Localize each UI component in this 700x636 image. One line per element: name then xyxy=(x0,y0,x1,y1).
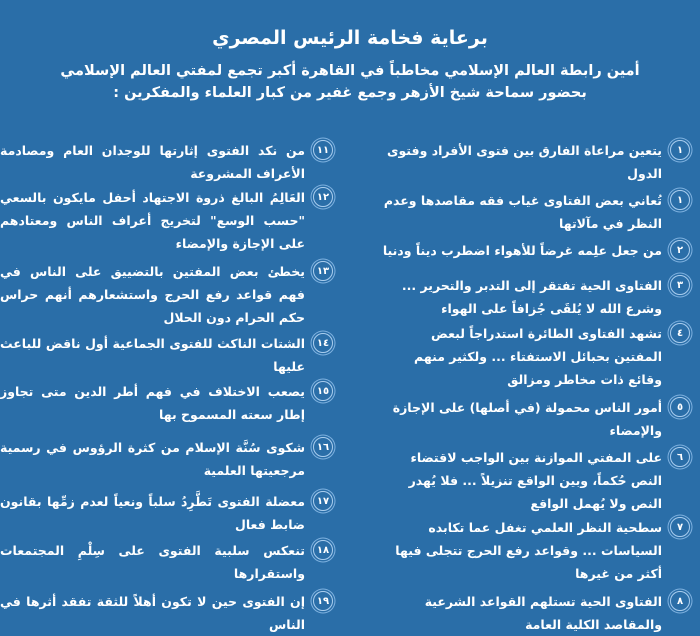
item-text: معضلة الفتوى تَطَّرِدُ سلباً ونعياً لعدم زمِّها بقانون ضابط فعال xyxy=(0,494,305,532)
item-text: من جعل علِمه غرضاً للأهواء اضطرب ديناً ودنيا xyxy=(382,243,662,258)
item-text: الشتات الناكث للفتوى الجماعية أول ناقض للباعث عليها xyxy=(0,336,305,374)
number-circle-icon: ٤ xyxy=(670,323,690,343)
number-circle-icon: ١ xyxy=(670,140,690,160)
item-text: الفتاوى الحية تستلهم القواعد الشرعية والمقاصد الكلية العامة xyxy=(424,594,662,632)
list-item xyxy=(380,516,700,585)
item-text: تنعكس سلبية الفتوى على سِلْمِ المجتمعات واستقرارها xyxy=(0,543,305,581)
item-text: تُعاني بعض الفتاوى غياب فقه مقاصدها وعدم النظر في مآلاتها xyxy=(383,193,662,231)
item-text: يتعين مراعاة الفارق بين فتوى الأفراد وفتوى الدول xyxy=(387,143,662,181)
list-item xyxy=(0,539,345,585)
number-circle-icon: ١٧ xyxy=(313,491,333,511)
item-text: يخطئ بعض المفتين بالتضييق على الناس في فهم قواعد رفع الحرج واستشعارهم أنهم حراس حكم الحرام دون الحلال xyxy=(0,264,305,325)
number-circle-icon: ١٩ xyxy=(313,591,333,611)
item-text: تشهد الفتاوى الطائرة استدراجاً لبعض المفتين بحبائل الاستفتاء ... ولكثير منهم وقائع ذات مخاطر ومزالق xyxy=(414,326,662,387)
item-text: الفتاوى الحية تفتقر إلى التدبر والتحرير ... وشرع الله لا يُلقَى جُزافاً على الهواء xyxy=(401,278,662,316)
subtitle-line-1: أمين رابطة العالم الإسلامي مخاطباً في القاهرة أكبر تجمع لمفتي العالم الإسلامي xyxy=(60,63,640,79)
list-item xyxy=(0,436,345,482)
list-item xyxy=(0,332,345,378)
number-circle-icon: ٣ xyxy=(670,275,690,295)
item-text: إن الفتوى حين لا تكون أهلاً للثقة تفقد أثرها في الناس xyxy=(0,594,305,632)
number-circle-icon: ١٦ xyxy=(313,437,333,457)
list-item xyxy=(380,396,700,442)
list-item xyxy=(380,239,700,262)
number-circle-icon: ١٥ xyxy=(313,381,333,401)
list-item xyxy=(380,590,700,636)
list-item xyxy=(380,446,700,515)
item-text: يصعب الاختلاف في فهم أطر الدين متى تجاوز إطار سعته المسموح بها xyxy=(0,384,305,422)
number-circle-icon: ٥ xyxy=(670,397,690,417)
list-item xyxy=(380,274,700,320)
item-text: من نكد الفتوى إثارتها للوجدان العام ومصادمة الأعراف المشروعة xyxy=(0,143,305,181)
list-item xyxy=(0,590,345,636)
subtitle-line-2: بحضور سماحة شيخ الأزهر وجمع غفير من كبار العلماء والمفكرين : xyxy=(113,85,587,101)
page-subtitle xyxy=(40,60,660,104)
number-circle-icon: ١٤ xyxy=(313,333,333,353)
list-item xyxy=(380,322,700,391)
number-circle-icon: ٨ xyxy=(670,591,690,611)
number-circle-icon: ١١ xyxy=(313,140,333,160)
list-item xyxy=(380,139,700,185)
item-text: أمور الناس محمولة (في أصلها) على الإجازة والإمضاء xyxy=(392,400,662,438)
list-item xyxy=(0,490,345,536)
list-item xyxy=(0,260,345,329)
number-circle-icon: ٧ xyxy=(670,517,690,537)
number-circle-icon: ٦ xyxy=(670,447,690,467)
list-item xyxy=(0,186,345,255)
item-text: العَالِمُ البالغ ذروة الاجتهاد أحفل مايكون بالسعي "حسب الوسع" لتخريج أعراف الناس ومعتادهم على الإجازة والإمضاء xyxy=(0,190,305,251)
item-text: شكوى سُنَّة الإسلام من كثرة الرؤوس في رسمية مرجعيتها العلمية xyxy=(0,440,305,478)
number-circle-icon: ١٣ xyxy=(313,261,333,281)
number-circle-icon: ١٨ xyxy=(313,540,333,560)
page-title: برعاية فخامة الرئيس المصري xyxy=(212,27,488,49)
item-text: على المفتي الموازنة بين الواجب لاقتضاء النص حُكماً، وبين الواقع تنزيلاً ... فلا يُهدر النص ولا يُهمل الواقع xyxy=(408,450,662,511)
number-circle-icon: ١٢ xyxy=(313,187,333,207)
number-circle-icon: ٢ xyxy=(670,240,690,260)
list-item xyxy=(0,139,345,185)
list-item xyxy=(380,189,700,235)
item-text: سطحية النظر العلمي تغفل عما تكابده السياسات ... وقواعد رفع الحرج تتجلى فيها أكثر من غيرها xyxy=(395,520,662,581)
number-circle-icon: ١ xyxy=(670,190,690,210)
list-item xyxy=(0,380,345,426)
